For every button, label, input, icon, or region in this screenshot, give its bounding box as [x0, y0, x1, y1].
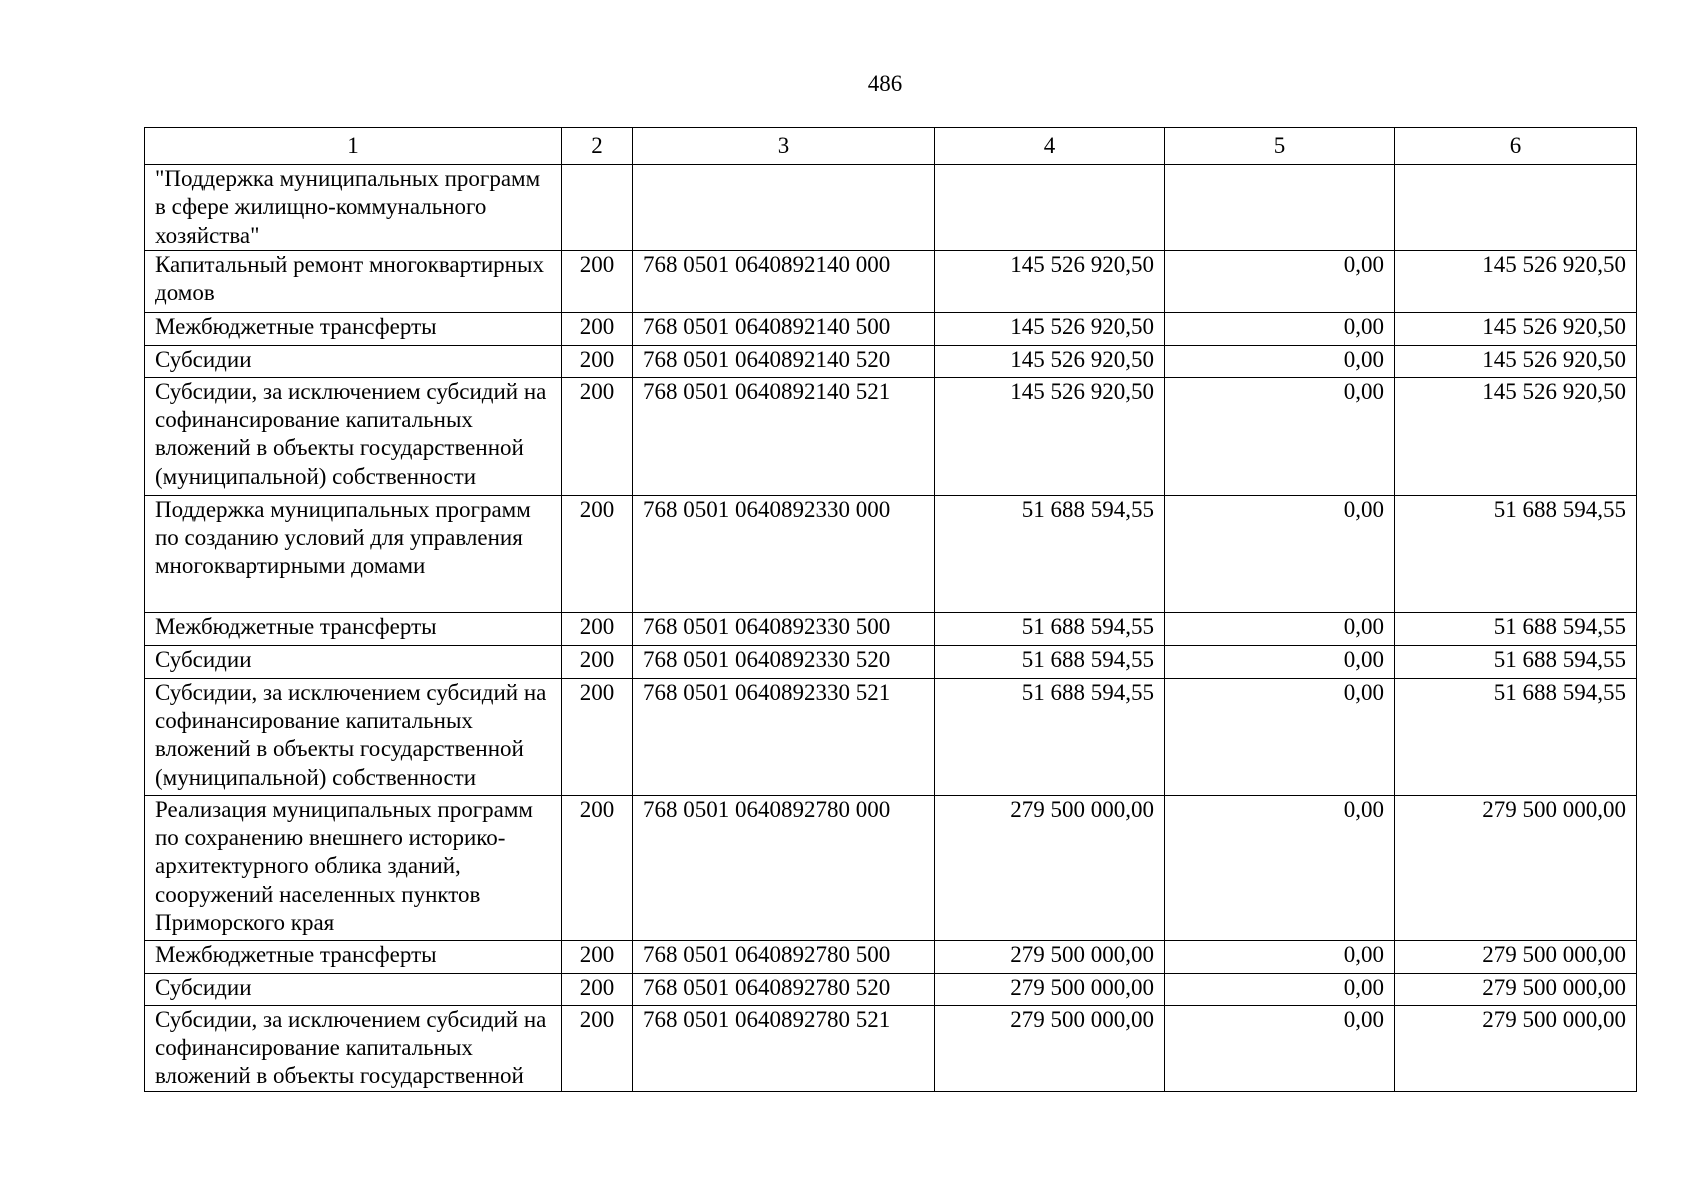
row-value-5: 0,00 — [1165, 940, 1395, 973]
row-value-5: 0,00 — [1165, 250, 1395, 312]
row-col2: 200 — [562, 645, 633, 678]
row-name: Капитальный ремонт многоквартирных домов — [145, 250, 562, 312]
header-row — [145, 128, 1637, 165]
row-col2: 200 — [562, 345, 633, 377]
row-name: "Поддержка муниципальных программ в сфере жилищно-коммунального хозяйства" — [145, 165, 562, 251]
row-value-6: 145 526 920,50 — [1395, 377, 1637, 495]
row-value-5: 0,00 — [1165, 312, 1395, 345]
row-value-4: 279 500 000,00 — [935, 1005, 1165, 1091]
row-code: 768 0501 0640892330 521 — [633, 678, 935, 795]
row-name: Субсидии, за исключением субсидий на софинансирование капитальных вложений в объекты государственной (муниципальной) собственности — [145, 377, 562, 495]
table-row — [145, 250, 1637, 312]
row-value-4: 279 500 000,00 — [935, 973, 1165, 1005]
row-value-4: 145 526 920,50 — [935, 312, 1165, 345]
row-value-4: 51 688 594,55 — [935, 645, 1165, 678]
row-col2: 200 — [562, 940, 633, 973]
row-code: 768 0501 0640892330 500 — [633, 612, 935, 645]
column-header-5: 5 — [1165, 128, 1395, 165]
row-value-4: 51 688 594,55 — [935, 678, 1165, 795]
row-value-5: 0,00 — [1165, 345, 1395, 377]
row-col2: 200 — [562, 312, 633, 345]
row-code: 768 0501 0640892780 521 — [633, 1005, 935, 1091]
row-value-6: 279 500 000,00 — [1395, 1005, 1637, 1091]
row-code: 768 0501 0640892140 500 — [633, 312, 935, 345]
table-row — [145, 940, 1637, 973]
row-value-5: 0,00 — [1165, 795, 1395, 940]
column-header-6: 6 — [1395, 128, 1637, 165]
row-value-6: 279 500 000,00 — [1395, 940, 1637, 973]
table-row — [145, 165, 1637, 251]
table-row — [145, 973, 1637, 1005]
page-number: 486 — [867, 71, 903, 96]
row-value-6: 279 500 000,00 — [1395, 973, 1637, 1005]
column-header-2: 2 — [562, 128, 633, 165]
row-value-5: 0,00 — [1165, 495, 1395, 612]
row-value-6: 51 688 594,55 — [1395, 495, 1637, 612]
row-value-5: 0,00 — [1165, 612, 1395, 645]
row-value-4: 145 526 920,50 — [935, 377, 1165, 495]
table-row — [145, 645, 1637, 678]
row-value-4: 145 526 920,50 — [935, 250, 1165, 312]
table-row — [145, 312, 1637, 345]
table-row — [145, 377, 1637, 495]
row-col2: 200 — [562, 1005, 633, 1091]
table-row — [145, 795, 1637, 940]
row-name: Субсидии — [145, 345, 562, 377]
row-value-4: 279 500 000,00 — [935, 795, 1165, 940]
row-value-6: 51 688 594,55 — [1395, 678, 1637, 795]
row-name: Межбюджетные трансферты — [145, 312, 562, 345]
row-value-6: 51 688 594,55 — [1395, 612, 1637, 645]
row-code: 768 0501 0640892140 000 — [633, 250, 935, 312]
row-code: 768 0501 0640892780 520 — [633, 973, 935, 1005]
row-col2 — [562, 165, 633, 251]
row-value-4: 51 688 594,55 — [935, 495, 1165, 612]
row-value-4 — [935, 165, 1165, 251]
row-name: Межбюджетные трансферты — [145, 940, 562, 973]
row-value-4: 279 500 000,00 — [935, 940, 1165, 973]
table-row — [145, 345, 1637, 377]
row-col2: 200 — [562, 795, 633, 940]
row-col2: 200 — [562, 678, 633, 795]
row-name: Реализация муниципальных программ по сохранению внешнего историко-архитектурного облика зданий, сооружений населенных пунктов Приморского края — [145, 795, 562, 940]
row-name: Субсидии — [145, 645, 562, 678]
row-name: Межбюджетные трансферты — [145, 612, 562, 645]
row-value-6 — [1395, 165, 1637, 251]
row-col2: 200 — [562, 612, 633, 645]
row-col2: 200 — [562, 377, 633, 495]
row-value-5 — [1165, 165, 1395, 251]
table-header — [145, 128, 1637, 165]
column-header-1: 1 — [145, 128, 562, 165]
row-value-5: 0,00 — [1165, 973, 1395, 1005]
row-code: 768 0501 0640892140 520 — [633, 345, 935, 377]
row-value-5: 0,00 — [1165, 645, 1395, 678]
row-value-6: 51 688 594,55 — [1395, 645, 1637, 678]
row-code: 768 0501 0640892330 000 — [633, 495, 935, 612]
row-col2: 200 — [562, 495, 633, 612]
row-name: Субсидии, за исключением субсидий на софинансирование капитальных вложений в объекты государственной — [145, 1005, 562, 1091]
row-code: 768 0501 0640892780 000 — [633, 795, 935, 940]
row-value-6: 145 526 920,50 — [1395, 345, 1637, 377]
row-value-4: 145 526 920,50 — [935, 345, 1165, 377]
table-row — [145, 495, 1637, 612]
column-header-3: 3 — [633, 128, 935, 165]
row-code — [633, 165, 935, 251]
row-value-4: 51 688 594,55 — [935, 612, 1165, 645]
row-code: 768 0501 0640892780 500 — [633, 940, 935, 973]
row-value-5: 0,00 — [1165, 1005, 1395, 1091]
row-name: Поддержка муниципальных программ по созданию условий для управления многоквартирными домами — [145, 495, 562, 612]
row-col2: 200 — [562, 973, 633, 1005]
row-code: 768 0501 0640892330 520 — [633, 645, 935, 678]
row-name: Субсидии, за исключением субсидий на софинансирование капитальных вложений в объекты государственной (муниципальной) собственности — [145, 678, 562, 795]
row-name: Субсидии — [145, 973, 562, 1005]
table-row — [145, 1005, 1637, 1091]
row-col2: 200 — [562, 250, 633, 312]
row-value-6: 145 526 920,50 — [1395, 250, 1637, 312]
table-body — [145, 165, 1637, 1092]
table-row — [145, 678, 1637, 795]
row-value-6: 145 526 920,50 — [1395, 312, 1637, 345]
row-value-6: 279 500 000,00 — [1395, 795, 1637, 940]
row-value-5: 0,00 — [1165, 678, 1395, 795]
budget-table — [144, 127, 1637, 1092]
row-code: 768 0501 0640892140 521 — [633, 377, 935, 495]
column-header-4: 4 — [935, 128, 1165, 165]
row-value-5: 0,00 — [1165, 377, 1395, 495]
table-row — [145, 612, 1637, 645]
